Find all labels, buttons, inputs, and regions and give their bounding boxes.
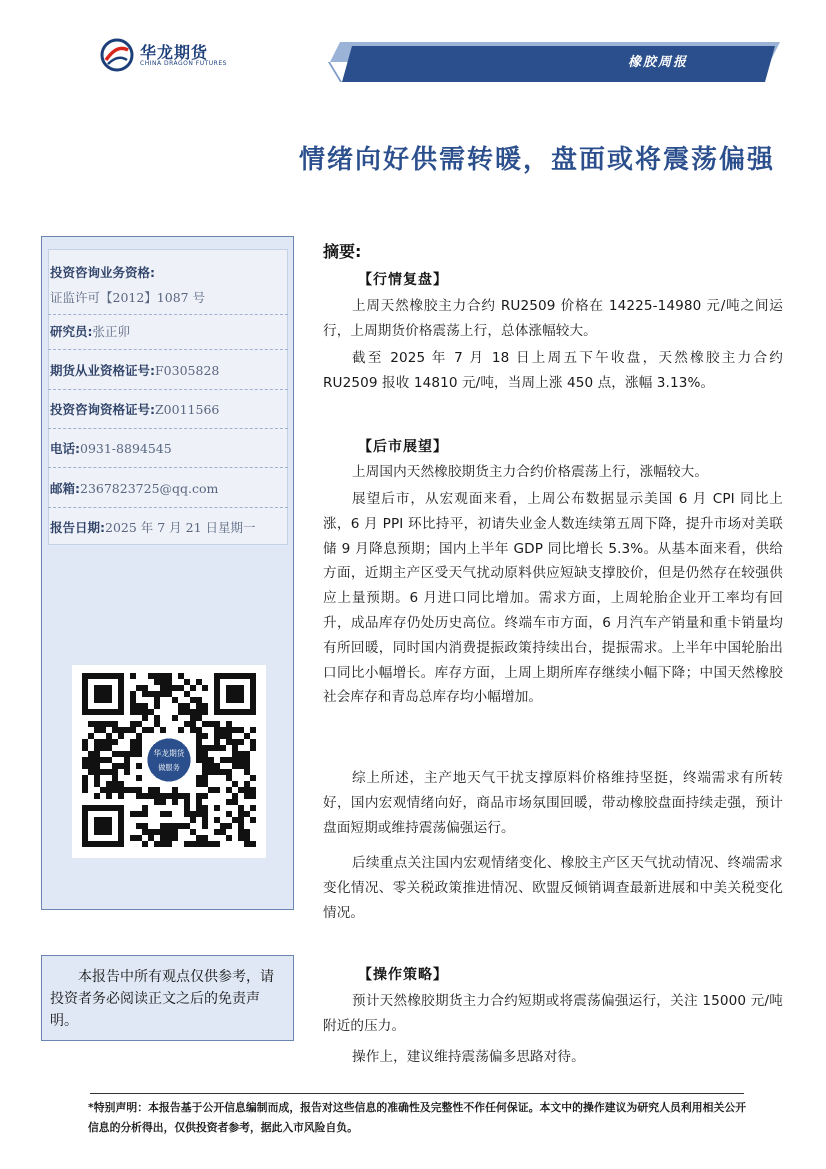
info-key: 期货从业资格证号: (50, 363, 155, 378)
info-key: 研究员: (50, 324, 93, 339)
qr-center-label-bottom: 做服务 (158, 763, 180, 773)
paragraph: 展望后市，从宏观面来看，上周公布数据显示美国 6 月 CPI 同比上涨，6 月 PPI 环比持平，初请失业金人数连续第五周下降，提升市场对美联储 9 月降息预期；国内上半年 GDP 同比增长 5.3%。从基本面来看，供给方面，近期主产区受天气扰动原料供应短缺支撑胶价，但是仍然存在较强供应上量预期。6 月进口同比增加。需求方面，上周轮胎企业开工率均有回升，成品库存仍处历史高位。终端车市方面，6 月汽车产销量和重卡销量均有所回暖，同时国内消费提振政策持续出台，提振需求。上半年中国轮胎出口同比小幅增长。库存方面，上周上期所库存继续小幅下降；中国天然橡胶社会库存和青岛总库存均小幅增加。 (323, 491, 783, 706)
paragraph: 后续重点关注国内宏观情绪变化、橡胶主产区天气扰动情况、终端需求变化情况、零关税政策推进情况、欧盟反倾销调查最新进展和中美关税变化情况。 (323, 855, 783, 921)
divider (48, 507, 288, 508)
info-row-researcher (50, 322, 286, 340)
report-type-label: 橡胶周报 (628, 55, 689, 70)
summary-heading: 摘要: (323, 242, 362, 261)
paragraph: 上周国内天然橡胶期货主力合约价格震荡上行，涨幅较大。 (352, 464, 709, 480)
paragraph: 操作上，建议维持震荡偏多思路对待。 (352, 1049, 585, 1065)
info-row-advisory-cert (50, 400, 286, 418)
disclaimer-content: 本报告中所有观点仅供参考，请投资者务必阅读正文之后的免责声明。 (50, 969, 274, 1029)
qr-center-label-top: 华龙期货 (153, 748, 185, 758)
paragraph: 预计天然橡胶期货主力合约短期或将震荡偏强运行，关注 15000 元/吨附近的压力。 (323, 993, 783, 1034)
footer-disclaimer: *特别声明：本报告基于公开信息编制而成，报告对这些信息的准确性及完整性不作任何保证。本文中的操作建议为研究人员利用相关公开信息的分析得出，仅供投资者参考，据此入市风险自负。 (88, 1101, 746, 1134)
info-value: 张正卯 (92, 324, 131, 339)
paragraph: 上周天然橡胶主力合约 RU2509 价格在 14225-14980 元/吨之间运行，上周期货价格震荡上行，总体涨幅较大。 (323, 298, 783, 339)
logo-subtext: CHINA DRAGON FUTURES (140, 60, 227, 67)
divider (48, 314, 288, 315)
company-logo (100, 36, 240, 76)
info-key: 投资咨询资格证号: (50, 402, 155, 417)
info-value: Z0011566 (155, 402, 220, 417)
section-title-strategy: 【操作策略】 (358, 967, 448, 983)
dragon-logo-icon (100, 38, 134, 72)
info-value: 2367823725@qq.com (80, 481, 219, 496)
paragraph: 截至 2025 年 7 月 18 日上周五下午收盘，天然橡胶主力合约 RU2509 报收 14810 元/吨，当周上涨 450 点，涨幅 3.13%。 (323, 350, 783, 391)
info-value: F0305828 (155, 363, 220, 378)
divider (48, 349, 288, 350)
divider (48, 467, 288, 468)
paragraph: 综上所述，主产地天气干扰支撑原料价格维持坚挺，终端需求有所转好，国内宏观情绪向好，商品市场氛围回暖，带动橡胶盘面持续走强，预计盘面短期或维持震荡偏强运行。 (323, 770, 783, 836)
info-row-qualification (50, 263, 286, 281)
info-row-email (50, 479, 286, 497)
info-key: 邮箱: (50, 481, 80, 496)
header-banner-edge (328, 62, 342, 82)
logo-text: 华龙期货 (140, 43, 209, 62)
info-value: 2025 年 7 月 21 日星期一 (105, 520, 256, 535)
info-row-license (50, 288, 286, 306)
qr-code-card (72, 665, 266, 858)
page-title: 情绪向好供需转暖，盘面或将震荡偏强 (298, 145, 775, 175)
disclaimer-text (50, 966, 286, 1032)
info-row-report-date (50, 518, 286, 536)
info-key: 报告日期: (50, 520, 105, 535)
section-title-outlook: 【后市展望】 (358, 439, 448, 455)
section-title-market-review: 【行情复盘】 (358, 272, 448, 288)
info-key: 投资咨询业务资格: (50, 265, 155, 280)
divider (48, 428, 288, 429)
info-row-futures-cert (50, 361, 286, 379)
footer-divider (90, 1093, 744, 1094)
info-value: 0931-8894545 (80, 441, 172, 456)
info-key: 电话: (50, 441, 80, 456)
info-row-phone (50, 439, 286, 457)
divider (48, 389, 288, 390)
qr-code-icon (82, 673, 256, 847)
info-value: 证监许可【2012】1087 号 (50, 290, 206, 305)
